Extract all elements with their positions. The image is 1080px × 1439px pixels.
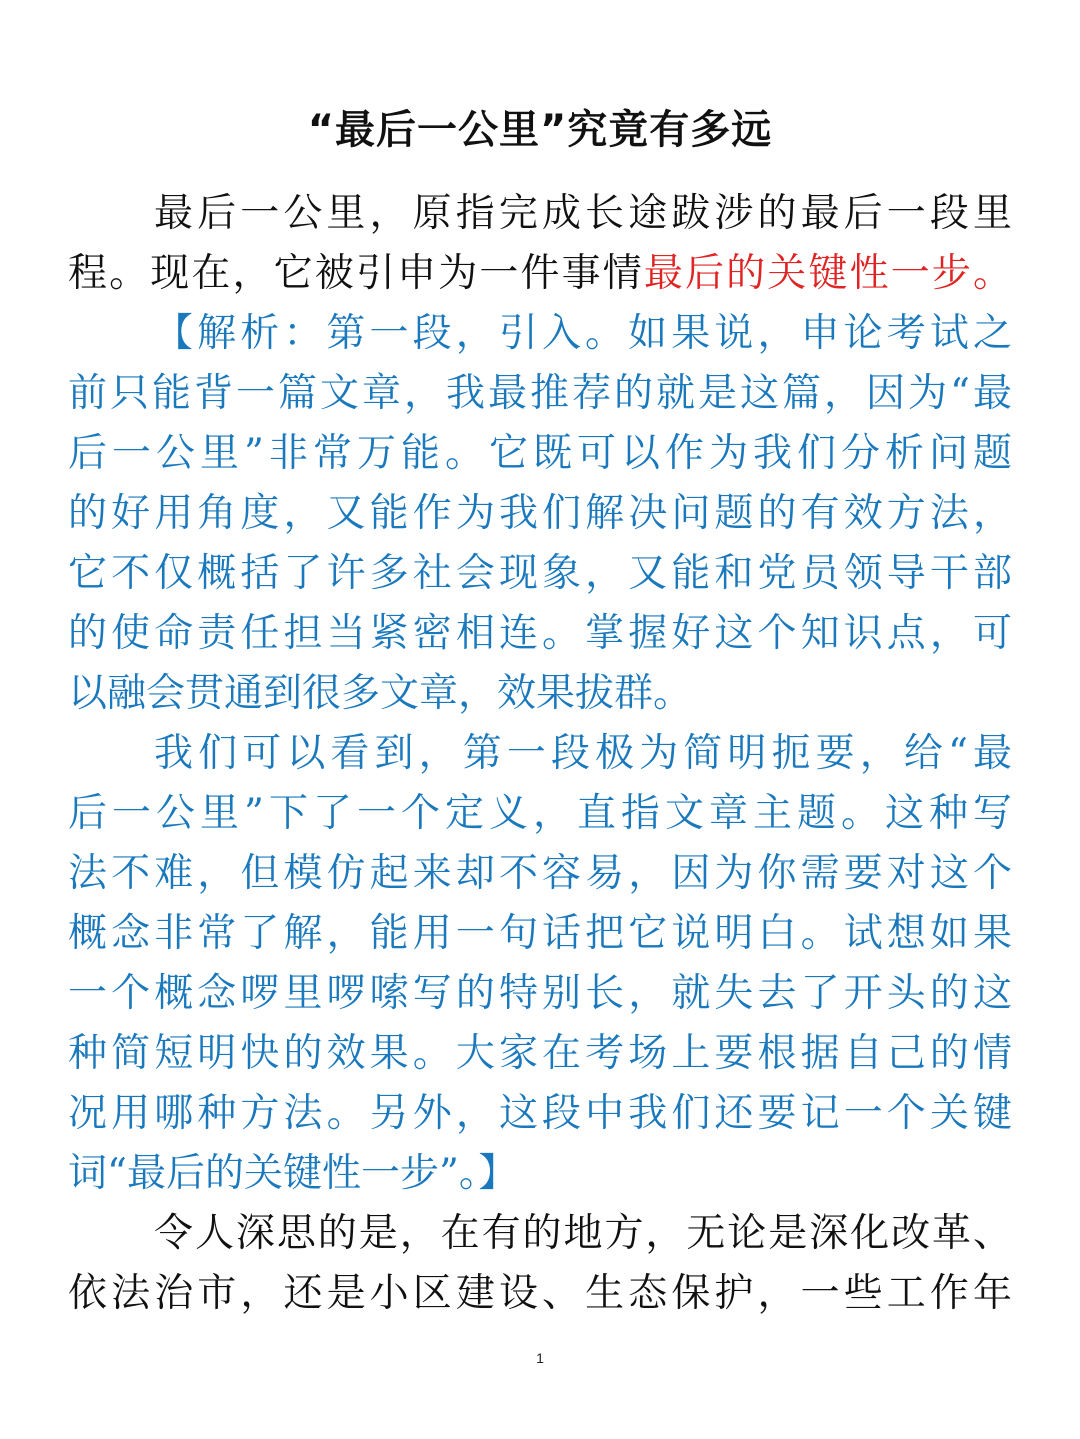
document-body [68,184,1012,1324]
analysis-text: 的好用角度，又能作为我们解决问题的有效方法， [68,491,1012,536]
text-line [68,244,1012,304]
text-line [68,424,1012,484]
text-line [68,784,1012,844]
analysis-text: 况用哪种方法。另外，这段中我们还要记一个关键 [68,1091,1012,1136]
analysis-text: 它不仅概括了许多社会现象，又能和党员领导干部 [68,551,1012,596]
text-line [68,364,1012,424]
analysis-text: 一个概念啰里啰嗦写的特别长，就失去了开头的这 [68,971,1012,1016]
highlighted-text: 最后的关键性一步。 [643,251,1012,296]
text-line [68,604,1012,664]
analysis-text: 的使命责任担当紧密相连。掌握好这个知识点，可 [68,611,1012,656]
text-line [68,724,1012,784]
document-title: “最后一公里”究竟有多远 [307,107,773,153]
analysis-text: 法不难，但模仿起来却不容易，因为你需要对这个 [68,851,1012,896]
body-text: 最后一公里，原指完成长途跋涉的最后一段里 [154,191,1012,236]
text-line [68,544,1012,604]
analysis-text: 后一公里”非常万能。它既可以作为我们分析问题 [68,431,1012,476]
analysis-text: 种简短明快的效果。大家在考场上要根据自己的情 [68,1031,1012,1076]
text-line [68,904,1012,964]
text-line [68,1144,1012,1204]
analysis-text: 概念非常了解，能用一句话把它说明白。试想如果 [68,911,1012,956]
analysis-text: 后一公里”下了一个定义，直指文章主题。这种写 [68,791,1012,836]
analysis-text: 【解析：第一段，引入。如果说，申论考试之 [154,311,1012,356]
body-text: 依法治市，还是小区建设、生态保护，一些工作年 [68,1271,1012,1316]
body-text: 令人深思的是，在有的地方，无论是深化改革、 [154,1211,1012,1256]
text-line [68,844,1012,904]
text-line [68,664,1012,724]
text-line [68,304,1012,364]
text-line [68,484,1012,544]
text-line [68,184,1012,244]
body-text: 程。现在，它被引申为一件事情 [68,251,644,296]
text-line [68,1204,1012,1264]
analysis-text: 词“最后的关键性一步”。】 [68,1151,518,1196]
text-line [68,1024,1012,1084]
analysis-text: 我们可以看到，第一段极为简明扼要，给“最 [154,731,1012,776]
page-number: 1 [536,1350,544,1366]
text-line [68,964,1012,1024]
text-line [68,1084,1012,1144]
analysis-text: 以融会贯通到很多文章，效果拔群。 [68,671,693,716]
text-line [68,1264,1012,1324]
analysis-text: 前只能背一篇文章，我最推荐的就是这篇，因为“最 [68,371,1012,416]
